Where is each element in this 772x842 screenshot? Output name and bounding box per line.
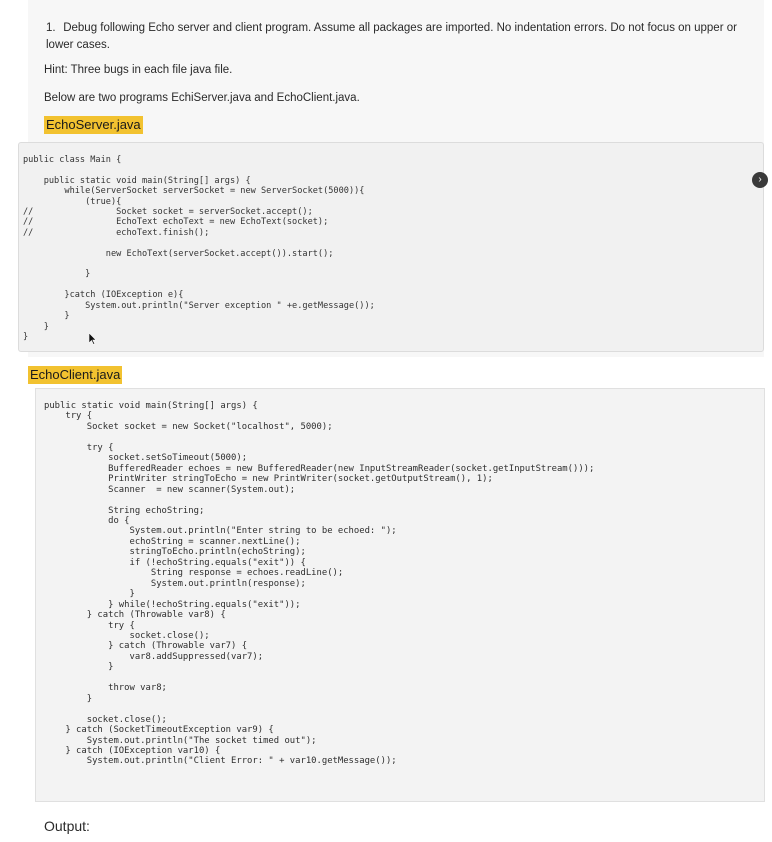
code-line: socket.close(); [44,630,210,641]
code-line: }catch (IOException e){ [23,290,184,301]
code-line: // Socket socket = serverSocket.accept(); [23,207,313,218]
client-code-block [35,388,765,802]
code-line: throw var8; [44,683,167,694]
code-line: echoString = scanner.nextLine(); [44,536,301,547]
server-code-text [23,155,375,342]
code-line: stringToEcho.println(echoString); [44,547,306,558]
hint-text: Hint: Three bugs in each file java file. [44,64,233,76]
code-line: Socket socket = new Socket("localhost", 5000); [44,421,333,432]
code-line: } catch (SocketTimeoutException var9) { [44,725,274,736]
code-line: } catch (Throwable var8) { [44,610,226,621]
code-line: } while(!echoString.equals("exit")); [44,599,301,610]
code-line: } [44,693,93,704]
code-line: while(ServerSocket serverSocket = new ServerSocket(5000)){ [23,186,365,197]
client-file-label: EchoClient.java [30,367,121,382]
code-line: do { [44,515,130,526]
code-line: } catch (IOException var10) { [44,745,221,756]
code-line: public class Main { [23,155,122,165]
question-text [46,20,746,54]
code-line: } [23,321,49,332]
mouse-pointer-icon [89,333,97,345]
code-line: } [23,331,29,342]
code-line: System.out.println("Client Error: " + var10.getMessage()); [44,756,397,767]
code-line: } [23,269,91,280]
question-body: Debug following Echo server and client program. Assume all packages are imported. No indentation errors. Do not focus on upper or lower cases. [46,22,737,51]
code-line: } [23,311,70,322]
code-line: System.out.println("Enter string to be echoed: "); [44,526,397,537]
code-line: (true){ [23,196,122,207]
code-line: socket.close(); [44,714,167,725]
code-line: try { [44,442,114,453]
code-line: public static void main(String[] args) { [44,401,258,411]
code-line: System.out.println(response); [44,578,306,589]
code-line: var8.addSuppressed(var7); [44,651,264,662]
code-line: new EchoText(serverSocket.accept()).start(); [23,248,334,259]
code-line: System.out.println("The socket timed out"); [44,735,317,746]
code-line: if (!echoString.equals("exit")) { [44,557,306,568]
code-line: } catch (Throwable var7) { [44,641,248,652]
code-line: try { [44,411,93,422]
server-code-block [18,142,764,352]
code-line: } [44,589,135,600]
code-line: Scanner = new scanner(System.out); [44,484,296,495]
code-line: PrintWriter stringToEcho = new PrintWriter(socket.getOutputStream(), 1); [44,474,493,485]
question-number: 1. [46,22,56,34]
server-file-label: EchoServer.java [46,117,141,132]
code-line: } [44,662,114,673]
client-code-text [44,401,594,767]
code-line: String echoString; [44,505,205,516]
code-line: // EchoText echoText = new EchoText(socket); [23,217,329,228]
intro-text: Below are two programs EchiServer.java and EchoClient.java. [44,92,360,104]
code-line: public static void main(String[] args) { [23,175,251,186]
code-line: try { [44,620,135,631]
chevron-right-icon[interactable]: › [752,172,768,188]
code-line: BufferedReader echoes = new BufferedReader(new InputStreamReader(socket.getInputStream())); [44,463,595,474]
code-line: socket.setSoTimeout(5000); [44,453,248,464]
output-label: Output: [44,818,90,834]
code-line: System.out.println("Server exception " +e.getMessage()); [23,300,375,311]
code-line: // echoText.finish(); [23,227,210,238]
code-line: String response = echoes.readLine(); [44,568,344,579]
